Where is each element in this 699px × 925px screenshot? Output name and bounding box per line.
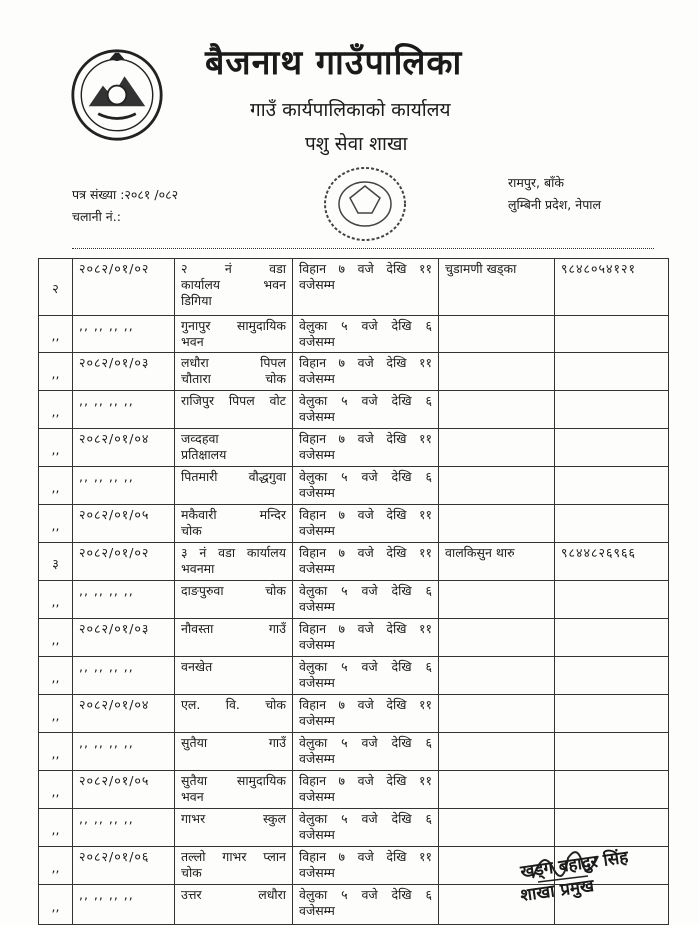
venue-line: चौतारा चोक — [181, 371, 286, 386]
time-line: वजेसम्म — [299, 277, 335, 292]
venue-cell — [175, 657, 293, 695]
time-line: वजेसम्म — [299, 751, 335, 766]
date-cell: २०८२/०१/०४ — [73, 429, 175, 467]
time-line: वजेसम्म — [299, 865, 335, 880]
time-cell — [293, 259, 439, 316]
responsible-person-cell — [439, 353, 555, 391]
venue-cell — [175, 733, 293, 771]
venue-line: भवन — [181, 334, 204, 349]
time-cell — [293, 353, 439, 391]
table-row — [39, 505, 669, 543]
phone-cell: ९८४४८२६९६६ — [555, 543, 669, 581]
phone-cell — [555, 467, 669, 505]
table-row — [39, 619, 669, 657]
serial-cell: ,, — [39, 847, 73, 885]
time-cell — [293, 847, 439, 885]
serial-cell: ,, — [39, 809, 73, 847]
venue-line: पितमारी वौद्धगुवा — [181, 469, 286, 484]
venue-line: मकैवारी मन्दिर — [181, 507, 286, 522]
venue-cell — [175, 809, 293, 847]
table-row — [39, 316, 669, 353]
schedule-table-wrap — [38, 258, 668, 918]
venue-line: डिगिया — [181, 293, 212, 308]
venue-cell — [175, 353, 293, 391]
serial-cell: ,, — [39, 505, 73, 543]
time-line: वेलुका ५ वजे देखि ६ — [299, 811, 432, 826]
venue-line: जव्दहवा — [181, 431, 219, 446]
phone-cell — [555, 316, 669, 353]
nepal-emblem-icon — [70, 48, 164, 142]
table-row — [39, 733, 669, 771]
date-cell: ,, ,, ,, ,, — [73, 467, 175, 505]
time-line: वजेसम्म — [299, 827, 335, 842]
time-line: वजेसम्म — [299, 523, 335, 538]
date-cell: ,, ,, ,, ,, — [73, 733, 175, 771]
responsible-person-cell — [439, 771, 555, 809]
section-name: पशु सेवा शाखा — [305, 133, 408, 155]
time-line: वजेसम्म — [299, 599, 335, 614]
office-stamp-icon — [310, 158, 420, 250]
serial-cell: ,, — [39, 429, 73, 467]
time-cell — [293, 505, 439, 543]
time-cell — [293, 316, 439, 353]
venue-cell — [175, 885, 293, 925]
office-subtitle: गाउँ कार्यपालिकाको कार्यालय — [250, 99, 451, 121]
table-row — [39, 259, 669, 316]
date-cell: २०८२/०१/०५ — [73, 771, 175, 809]
table-row — [39, 695, 669, 733]
time-line: वेलुका ५ वजे देखि ६ — [299, 469, 432, 484]
time-cell — [293, 429, 439, 467]
venue-line: राजिपुर पिपल वोट — [181, 393, 286, 408]
venue-line: लधौरा पिपल — [181, 355, 286, 370]
date-cell: २०८२/०१/०२ — [73, 543, 175, 581]
date-cell: ,, ,, ,, ,, — [73, 316, 175, 353]
date-cell: २०८२/०१/०३ — [73, 619, 175, 657]
date-cell: ,, ,, ,, ,, — [73, 657, 175, 695]
date-cell: ,, ,, ,, ,, — [73, 885, 175, 925]
serial-cell: ,, — [39, 657, 73, 695]
venue-cell — [175, 429, 293, 467]
venue-line: नौवस्ता गाउँ — [181, 621, 286, 636]
time-line: वजेसम्म — [299, 371, 335, 386]
phone-cell — [555, 619, 669, 657]
serial-cell: ,, — [39, 619, 73, 657]
venue-line: सुतैया गाउँ — [181, 735, 286, 750]
time-cell — [293, 771, 439, 809]
table-row — [39, 657, 669, 695]
letter-meta — [72, 184, 178, 228]
venue-cell — [175, 771, 293, 809]
venue-cell — [175, 543, 293, 581]
serial-cell: २ — [39, 259, 73, 316]
time-cell — [293, 809, 439, 847]
responsible-person-cell — [439, 467, 555, 505]
time-line: वेलुका ५ वजे देखि ६ — [299, 583, 432, 598]
serial-cell: ,, — [39, 316, 73, 353]
venue-line: २ नं वडा — [181, 261, 286, 276]
venue-line: चोक — [181, 523, 202, 538]
time-line: वजेसम्म — [299, 637, 335, 652]
time-line: वजेसम्म — [299, 409, 335, 424]
table-row — [39, 391, 669, 429]
venue-cell — [175, 847, 293, 885]
responsible-person-cell — [439, 657, 555, 695]
time-line: वजेसम्म — [299, 485, 335, 500]
time-line: विहान ७ वजे देखि ११ — [299, 697, 432, 712]
responsible-person-cell — [439, 581, 555, 619]
date-cell: २०८२/०१/०६ — [73, 847, 175, 885]
responsible-person-cell: चुडामणी खड्का — [439, 259, 555, 316]
phone-cell: ९८४८०५४१२१ — [555, 259, 669, 316]
time-line: वजेसम्म — [299, 903, 335, 918]
venue-line: भवन — [181, 789, 204, 804]
table-row — [39, 581, 669, 619]
date-cell: ,, ,, ,, ,, — [73, 809, 175, 847]
phone-cell — [555, 771, 669, 809]
responsible-person-cell — [439, 505, 555, 543]
venue-line: दाङपुरुवा चोक — [181, 583, 286, 598]
time-line: वजेसम्म — [299, 675, 335, 690]
time-line: विहान ७ वजे देखि ११ — [299, 773, 432, 788]
venue-cell — [175, 581, 293, 619]
responsible-person-cell — [439, 619, 555, 657]
time-cell — [293, 543, 439, 581]
time-line: विहान ७ वजे देखि ११ — [299, 355, 432, 370]
time-cell — [293, 467, 439, 505]
serial-cell: ,, — [39, 581, 73, 619]
serial-cell: ,, — [39, 467, 73, 505]
venue-line: सुतैया सामुदायिक — [181, 773, 286, 788]
office-address — [508, 172, 601, 216]
table-row — [39, 467, 669, 505]
serial-cell: ,, — [39, 885, 73, 925]
date-cell: ,, ,, ,, ,, — [73, 391, 175, 429]
responsible-person-cell — [439, 429, 555, 467]
time-line: वेलुका ५ वजे देखि ६ — [299, 887, 432, 902]
time-line: वजेसम्म — [299, 334, 335, 349]
responsible-person-cell — [439, 695, 555, 733]
municipality-title: बैजनाथ गाउँपालिका — [205, 43, 463, 83]
responsible-person-cell — [439, 316, 555, 353]
time-cell — [293, 733, 439, 771]
time-line: वजेसम्म — [299, 789, 335, 804]
table-row — [39, 543, 669, 581]
venue-cell — [175, 259, 293, 316]
venue-line: गाभर स्कुल — [181, 811, 286, 826]
venue-cell — [175, 619, 293, 657]
time-line: वेलुका ५ वजे देखि ६ — [299, 318, 432, 333]
table-row — [39, 429, 669, 467]
date-cell: २०८२/०१/०२ — [73, 259, 175, 316]
venue-line: गुनापुर सामुदायिक — [181, 318, 286, 333]
date-cell: २०८२/०१/०३ — [73, 353, 175, 391]
venue-line: भवनमा — [181, 561, 215, 576]
time-cell — [293, 695, 439, 733]
phone-cell — [555, 429, 669, 467]
phone-cell — [555, 581, 669, 619]
time-line: वजेसम्म — [299, 561, 335, 576]
serial-cell: ,, — [39, 733, 73, 771]
time-line: विहान ७ वजे देखि ११ — [299, 261, 432, 276]
phone-cell — [555, 733, 669, 771]
time-line: वेलुका ५ वजे देखि ६ — [299, 735, 432, 750]
venue-line: कार्यालय भवन — [181, 277, 286, 292]
time-line: विहान ७ वजे देखि ११ — [299, 849, 432, 864]
date-cell: २०८२/०१/०४ — [73, 695, 175, 733]
address-line-1: रामपुर, बाँके — [508, 175, 564, 190]
phone-cell — [555, 695, 669, 733]
venue-line: उत्तर लधौरा — [181, 887, 286, 902]
time-line: विहान ७ वजे देखि ११ — [299, 545, 432, 560]
venue-line: प्रतिक्षालय — [181, 447, 227, 462]
venue-cell — [175, 316, 293, 353]
serial-cell: ,, — [39, 353, 73, 391]
date-cell: ,, ,, ,, ,, — [73, 581, 175, 619]
time-line: विहान ७ वजे देखि ११ — [299, 621, 432, 636]
serial-cell: ,, — [39, 771, 73, 809]
time-cell — [293, 619, 439, 657]
phone-cell — [555, 505, 669, 543]
venue-cell — [175, 391, 293, 429]
serial-cell: ३ — [39, 543, 73, 581]
address-line-2: लुम्बिनी प्रदेश, नेपाल — [508, 197, 602, 212]
signatory-role: शाखा प्रमुख — [519, 875, 596, 907]
letter-number: पत्र संख्या :२०८१ /०८२ — [72, 187, 179, 202]
dispatch-number: चलानी नं.: — [72, 209, 121, 224]
phone-cell — [555, 353, 669, 391]
phone-cell — [555, 391, 669, 429]
venue-line: वनखेत — [181, 659, 213, 674]
header-divider — [72, 248, 654, 249]
venue-cell — [175, 467, 293, 505]
serial-cell: ,, — [39, 695, 73, 733]
venue-line: एल. वि. चोक — [181, 697, 286, 712]
time-line: वजेसम्म — [299, 447, 335, 462]
date-cell: २०८२/०१/०५ — [73, 505, 175, 543]
venue-line: तल्लो गाभर प्लान — [181, 849, 286, 864]
table-row — [39, 771, 669, 809]
time-line: विहान ७ वजे देखि ११ — [299, 431, 432, 446]
venue-cell — [175, 695, 293, 733]
phone-cell — [555, 657, 669, 695]
time-line: वेलुका ५ वजे देखि ६ — [299, 659, 432, 674]
signatory-name: खड्ग बहादुर सिंह — [519, 847, 630, 883]
table-row — [39, 353, 669, 391]
time-line: वेलुका ५ वजे देखि ६ — [299, 393, 432, 408]
time-cell — [293, 885, 439, 925]
responsible-person-cell — [439, 391, 555, 429]
time-line: विहान ७ वजे देखि ११ — [299, 507, 432, 522]
serial-cell: ,, — [39, 391, 73, 429]
venue-line: चोक — [181, 865, 202, 880]
time-cell — [293, 657, 439, 695]
venue-line: ३ नं वडा कार्यालय — [181, 545, 286, 560]
time-cell — [293, 581, 439, 619]
schedule-table — [38, 258, 669, 925]
time-cell — [293, 391, 439, 429]
responsible-person-cell: वालकिसुन थारु — [439, 543, 555, 581]
time-line: वजेसम्म — [299, 713, 335, 728]
responsible-person-cell — [439, 733, 555, 771]
venue-cell — [175, 505, 293, 543]
